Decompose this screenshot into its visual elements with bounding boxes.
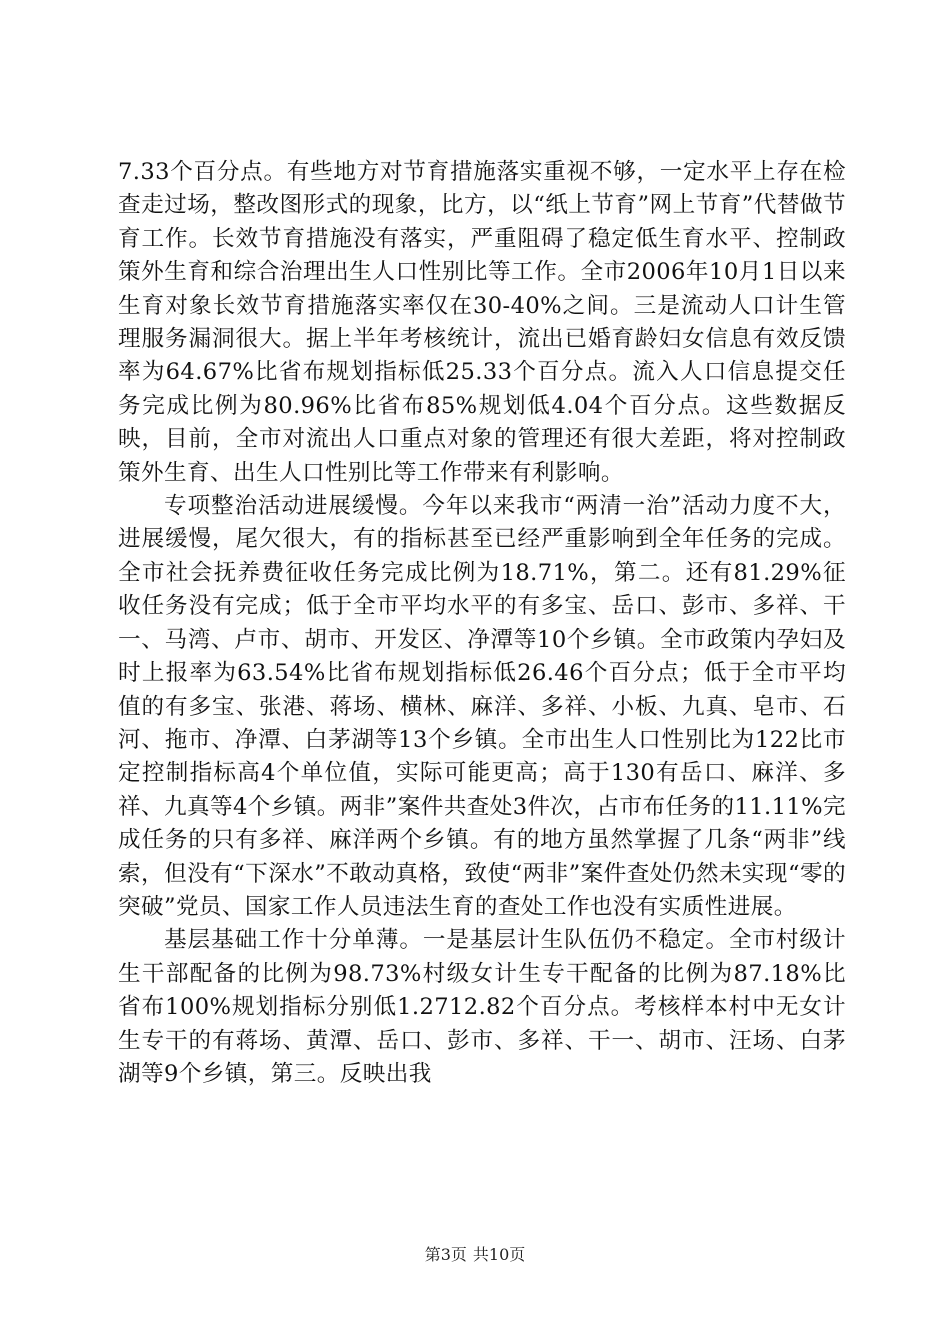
paragraph: 专项整治活动进展缓慢。今年以来我市“两清一治”活动力度不大，进展缓慢，尾欠很大，有的指标甚至已经严重影响到全年任务的完成。全市社会抚养费征收任务完成比例为18.71%，第二。还有81.29%征收任务没有完成；低于全市平均水平的有多宝、岳口、彭市、多祥、干一、马湾、卢市、胡市、开发区、净潭等10个乡镇。全市政策内孕妇及时上报率为63.54%比省布规划指标低26.46个百分点；低于全市平均值的有多宝、张港、蒋场、横林、麻洋、多祥、小板、九真、皂市、石河、拖市、净潭、白茅湖等13个乡镇。全市出生人口性别比为122比市定控制指标高4个单位值，实际可能更高；高于130有岳口、麻洋、多祥、九真等4个乡镇。两非”案件共查处3件次，占市布任务的11.11%完成任务的只有多祥、麻洋两个乡镇。有的地方虽然掌握了几条“两非”线索，但没有“下深水”不敢动真格，致使“两非”案件查处仍然未实现“零的突破”党员、国家工作人员违法生育的查处工作也没有实质性进展。 (118, 493, 846, 920)
page-footer (0, 1245, 950, 1265)
document-body (118, 156, 846, 1091)
total-pages: 共10页 (472, 1245, 526, 1264)
page-number: 第3页 (424, 1245, 467, 1264)
paragraph: 基层基础工作十分单薄。一是基层计生队伍仍不稳定。全市村级计生干部配备的比例为98.73%村级女计生专干配备的比例为87.18%比省布100%规划指标分别低1.2712.82个百分点。考核样本村中无女计生专干的有蒋场、黄潭、岳口、彭市、多祥、干一、胡市、汪场、白茅湖等9个乡镇，第三。反映出我 (118, 927, 846, 1087)
paragraph: 7.33个百分点。有些地方对节育措施落实重视不够，一定水平上存在检查走过场，整改图形式的现象，比方，以“纸上节育”网上节育”代替做节育工作。长效节育措施没有落实，严重阻碍了稳定低生育水平、控制政策外生育和综合治理出生人口性别比等工作。全市2006年10月1日以来生育对象长效节育措施落实率仅在30-40%之间。三是流动人口计生管理服务漏洞很大。据上半年考核统计，流出已婚育龄妇女信息有效反馈率为64.67%比省布规划指标低25.33个百分点。流入人口信息提交任务完成比例为80.96%比省布85%规划低4.04个百分点。这些数据反映，目前，全市对流出人口重点对象的管理还有很大差距，将对控制政策外生育、出生人口性别比等工作带来有利影响。 (118, 159, 846, 486)
